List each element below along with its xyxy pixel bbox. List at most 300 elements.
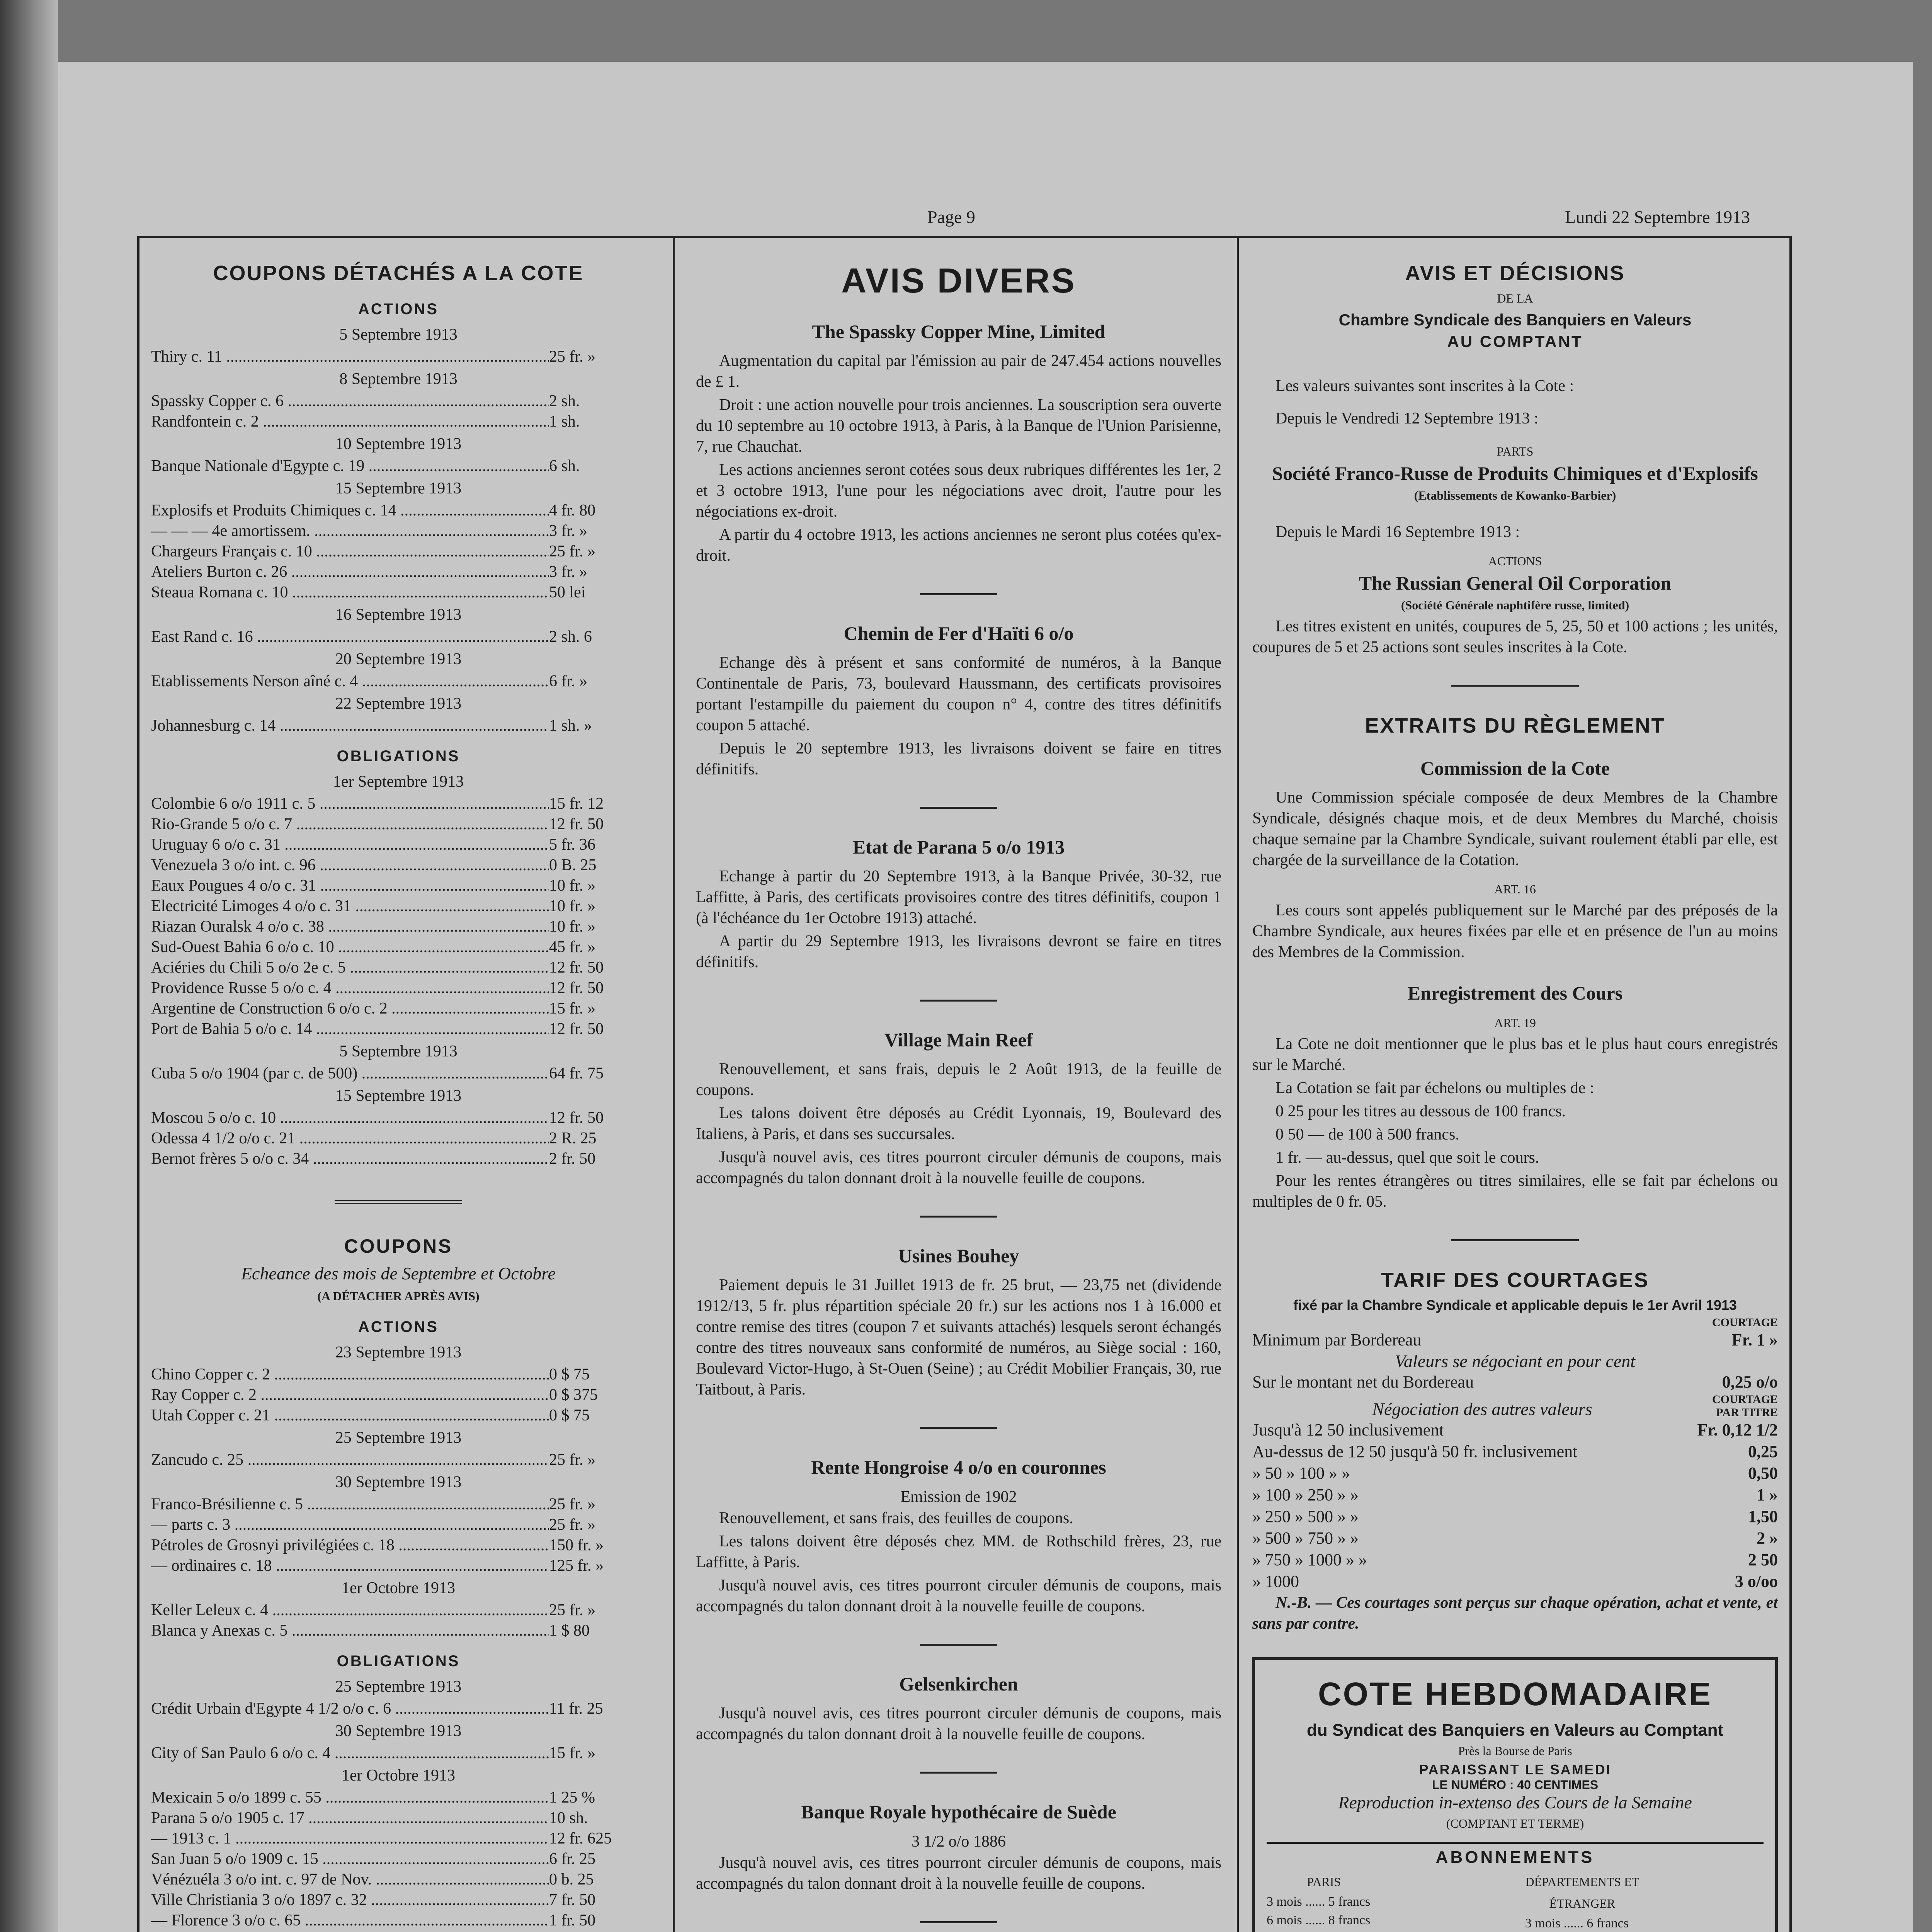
coupon-row bbox=[151, 627, 646, 647]
coupon-name: Chino Copper c. 2 ..... bbox=[151, 1364, 549, 1385]
russian-general-oil: The Russian General Oil Corporation bbox=[1359, 572, 1672, 594]
article-paragraph: Les actions anciennes seront cotées sous deux rubriques différentes les 1er, 2 et 3 octobre 1913, l'une pour les négociations avec droit, l'autre pour les négociations ex-droit. bbox=[696, 461, 1221, 520]
coupon-name: Ville Christiania 3 o/o 1897 c. 32 ..... bbox=[151, 1890, 549, 1910]
tarif-value: 0,25 o/o bbox=[1722, 1372, 1778, 1391]
coupon-row bbox=[151, 978, 646, 998]
tarif-value: Fr. 1 » bbox=[1731, 1330, 1778, 1349]
coupon-name: Thiry c. 11 ..... bbox=[151, 347, 549, 367]
coupon-row bbox=[151, 1743, 646, 1764]
coupon-row bbox=[151, 917, 646, 937]
article-paragraph: Paiement depuis le 31 Juillet 1913 de fr. 25 brut, — 23,75 net (dividende 1912/13, 5 fr. plus répartition spéciale 20 fr.) sur les actions nos 1 à 16.000 et contre remise des titres (coupon 7 et suivants attachés) lesquels seront échangés contre des titres nouveaux sans conformité de numéros, au Siège social : 160, Boulevard Victor-Hugo, à St-Ouen (Seine) ; au Crédit Mobilier Français, 30, rue Taitbout, à Paris. bbox=[696, 1276, 1221, 1398]
coupon-name: — 1913 c. 1 ..... bbox=[151, 1828, 549, 1849]
chambre-name: Chambre Syndicale des Banquiers en Valeurs bbox=[1338, 311, 1692, 329]
coupon-name: East Rand c. 16 ..... bbox=[151, 627, 549, 647]
date-heading: 5 Septembre 1913 bbox=[339, 1043, 457, 1060]
au-comptant: AU COMPTANT bbox=[1447, 332, 1583, 350]
box-line: LE NUMÉRO : 40 CENTIMES bbox=[1432, 1778, 1599, 1792]
article-subtitle: Emission de 1902 bbox=[900, 1488, 1017, 1506]
coupon-row bbox=[151, 937, 646, 957]
separator bbox=[920, 1000, 997, 1002]
coupon-name: Spassky Copper c. 6 ..... bbox=[151, 391, 549, 412]
tarif-value: 2 50 bbox=[1748, 1550, 1778, 1569]
coupon-name: Providence Russe 5 o/o c. 4 ..... bbox=[151, 978, 549, 998]
page-date: Lundi 22 Septembre 1913 bbox=[1565, 207, 1750, 227]
coupon-row bbox=[151, 896, 646, 917]
coupon-row bbox=[151, 1515, 646, 1535]
date-heading: 1er Septembre 1913 bbox=[333, 773, 464, 791]
tarif-value: 1,50 bbox=[1748, 1507, 1778, 1526]
tarif-row bbox=[1252, 1571, 1778, 1592]
coupon-amount: 15 fr. 12 bbox=[549, 795, 604, 813]
tarif-row bbox=[1252, 1371, 1778, 1393]
art-19-line: Pour les rentes étrangères ou titres similaires, elle se fait par échelons ou multiples de 0 fr. 05. bbox=[1252, 1172, 1778, 1211]
coupon-row bbox=[151, 1787, 646, 1808]
article-title: The Spassky Copper Mine, Limited bbox=[812, 321, 1105, 342]
date-heading: 5 Septembre 1913 bbox=[339, 326, 457, 344]
coupon-amount: 11 fr. 25 bbox=[549, 1700, 603, 1718]
abonnements-title: ABONNEMENTS bbox=[1435, 1848, 1595, 1867]
art-19-line: 0 50 — de 100 à 500 francs. bbox=[1276, 1126, 1459, 1143]
article-paragraph: Renouvellement, et sans frais, des feuilles de coupons. bbox=[719, 1509, 1073, 1527]
tarif-row bbox=[1252, 1484, 1778, 1506]
date-line: Depuis le Vendredi 12 Septembre 1913 : bbox=[1276, 410, 1539, 427]
coupon-amount: 2 fr. 50 bbox=[549, 1150, 596, 1168]
coupon-row bbox=[151, 794, 646, 814]
coupon-amount: 6 sh. bbox=[549, 457, 580, 475]
date-heading: 10 Septembre 1913 bbox=[335, 435, 462, 453]
coupons-heading: COUPONS bbox=[344, 1235, 453, 1257]
avis-decisions-column bbox=[1252, 238, 1778, 1932]
coupon-amount: 10 fr. » bbox=[549, 918, 596, 935]
coupon-name: Utah Copper c. 21 ..... bbox=[151, 1405, 549, 1426]
art-16: ART. 16 bbox=[1494, 882, 1536, 896]
art-16-text: Les cours sont appelés publiquement sur le Marché par des préposés de la Chambre Syndicale, aux heures fixées par elle et en présence de l'un au moins des Membres de la Commission. bbox=[1252, 901, 1778, 961]
coupon-name: Keller Leleux c. 4 ..... bbox=[151, 1600, 549, 1621]
coupon-name: Sud-Ouest Bahia 6 o/o c. 10 ..... bbox=[151, 937, 549, 957]
coupon-name: Bernot frères 5 o/o c. 34 ..... bbox=[151, 1149, 549, 1169]
article-paragraph: Augmentation du capital par l'émission au pair de 247.454 actions nouvelles de £ 1. bbox=[696, 352, 1221, 391]
box-line: (COMPTANT ET TERME) bbox=[1446, 1816, 1584, 1830]
coupon-row bbox=[151, 671, 646, 692]
coupon-amount: 1 sh. bbox=[549, 413, 580, 430]
coupon-name: Mexicain 5 o/o 1899 c. 55 ..... bbox=[151, 1787, 549, 1808]
valeurs-pour-cent: Valeurs se négociant en pour cent bbox=[1395, 1351, 1636, 1371]
separator bbox=[1451, 1239, 1579, 1241]
article-paragraph: Echange à partir du 20 Septembre 1913, à la Banque Privée, 30-32, rue Laffitte, à Paris, des certificats provisoires contre des titres définitifs, coupon 1 (à l'échéance du 1er Octobre 1913) attaché. bbox=[696, 867, 1221, 927]
coupon-name: — Florence 3 o/o c. 65 ..... bbox=[151, 1910, 549, 1931]
obligations-list bbox=[151, 1675, 646, 1932]
date-heading: 25 Septembre 1913 bbox=[335, 1429, 462, 1447]
article-title: Gelsenkirchen bbox=[899, 1673, 1018, 1695]
date-heading: 30 Septembre 1913 bbox=[335, 1473, 462, 1491]
coupon-name: Moscou 5 o/o c. 10 ..... bbox=[151, 1108, 549, 1128]
coupon-name: Odessa 4 1/2 o/o c. 21 ..... bbox=[151, 1128, 549, 1149]
coupon-row bbox=[151, 876, 646, 896]
abonnement-row bbox=[1267, 1930, 1381, 1932]
coupon-name: Banque Nationale d'Egypte c. 19 ..... bbox=[151, 456, 549, 476]
commission-text: Une Commission spéciale composée de deux Membres de la Chambre Syndicale, désignés chaque mois, et de deux Membres du Marché, choisis chaque semaine par la Chambre Syndicale, suivant roulement établi par elle, est chargée de la surveillance de la Cotation. bbox=[1252, 789, 1778, 869]
coupon-amount: 12 fr. 50 bbox=[549, 1020, 604, 1038]
coupon-row bbox=[151, 1128, 646, 1149]
coupons-title: COUPONS DÉTACHÉS A LA COTE bbox=[213, 262, 584, 285]
coupon-row bbox=[151, 500, 646, 521]
coupon-name: City of San Paulo 6 o/o c. 4 ..... bbox=[151, 1743, 549, 1764]
date-line: Depuis le Mardi 16 Septembre 1913 : bbox=[1276, 523, 1520, 541]
coupon-amount: 50 lei bbox=[549, 583, 586, 601]
coupon-name: Ateliers Burton c. 26 ..... bbox=[151, 562, 549, 582]
coupon-name: — parts c. 3 ..... bbox=[151, 1515, 549, 1535]
article-paragraph: Depuis le 20 septembre 1913, les livraisons doivent se faire en titres définitifs. bbox=[696, 740, 1221, 778]
date-heading: 25 Septembre 1913 bbox=[335, 1678, 462, 1696]
coupon-row bbox=[151, 1890, 646, 1910]
russian-sub: (Société Générale naphtifère russe, limited) bbox=[1401, 598, 1629, 612]
tarif-label: » 250 » 500 » » bbox=[1252, 1507, 1359, 1526]
coupon-amount: 6 fr. 25 bbox=[549, 1850, 596, 1868]
actions-heading: ACTIONS bbox=[358, 301, 439, 318]
abonnement-row: 3 mois ...... 6 francs bbox=[1525, 1916, 1629, 1930]
date-heading: 16 Septembre 1913 bbox=[335, 606, 462, 624]
article-paragraph: Les talons doivent être déposés au Crédit Lyonnais, 19, Boulevard des Italiens, à Paris, et dans ses succursales. bbox=[696, 1104, 1221, 1143]
coupon-amount: 10 fr. » bbox=[549, 897, 596, 915]
russian-text: Les titres existent en unités, coupures de 5, 25, 50 et 100 actions ; les unités, coupures de 5 et 25 actions sont seules inscrites à la Cote. bbox=[1252, 617, 1778, 656]
coupon-row bbox=[151, 957, 646, 978]
avis-decisions-title: AVIS ET DÉCISIONS bbox=[1405, 262, 1625, 285]
coupon-amount: 6 fr. » bbox=[549, 672, 588, 690]
tarif-value: 1 » bbox=[1757, 1485, 1778, 1504]
article-title: Etat de Parana 5 o/o 1913 bbox=[852, 836, 1065, 858]
article-title: Usines Bouhey bbox=[898, 1245, 1019, 1267]
tarif-label: » 50 » 100 » » bbox=[1252, 1464, 1350, 1483]
date-heading: 8 Septembre 1913 bbox=[339, 370, 457, 388]
coupon-row bbox=[151, 1828, 646, 1849]
coupon-row bbox=[151, 1450, 646, 1470]
coupon-amount: 15 fr. » bbox=[549, 1000, 596, 1017]
coupon-name: Vénézuéla 3 o/o int. c. 97 de Nov. ..... bbox=[151, 1869, 549, 1890]
coupon-row bbox=[151, 1621, 646, 1641]
article-title: Chemin de Fer d'Haïti 6 o/o bbox=[844, 622, 1074, 644]
separator bbox=[1451, 685, 1579, 687]
coupon-row bbox=[151, 1699, 646, 1719]
coupon-row bbox=[151, 1149, 646, 1169]
coupon-row bbox=[151, 855, 646, 876]
box-line: PARAISSANT LE SAMEDI bbox=[1419, 1762, 1611, 1777]
coupon-row bbox=[151, 716, 646, 736]
column-rule bbox=[673, 238, 675, 1932]
date-heading: 23 Septembre 1913 bbox=[335, 1344, 462, 1361]
tarif-rows bbox=[1252, 1419, 1778, 1592]
coupon-amount: 1 sh. » bbox=[549, 717, 592, 735]
page-frame bbox=[137, 236, 1792, 1932]
coupon-amount: 2 sh. bbox=[549, 392, 580, 410]
coupon-name: Aciéries du Chili 5 o/o 2e c. 5 ..... bbox=[151, 957, 549, 978]
extraits-title: EXTRAITS DU RÈGLEMENT bbox=[1365, 714, 1665, 737]
articles-list bbox=[696, 320, 1221, 1932]
coupon-amount: 25 fr. » bbox=[549, 348, 596, 366]
obligations-heading: OBLIGATIONS bbox=[337, 1653, 460, 1670]
coupon-name: Blanca y Anexas c. 5 ..... bbox=[151, 1621, 549, 1641]
tarif-sub: fixé par la Chambre Syndicale et applicable depuis le 1er Avril 1913 bbox=[1293, 1297, 1737, 1313]
box-title: COTE HEBDOMADAIRE bbox=[1318, 1676, 1712, 1712]
coupon-name: Cuba 5 o/o 1904 (par c. de 500) ..... bbox=[151, 1063, 549, 1084]
coupon-row bbox=[151, 1019, 646, 1039]
tarif-row bbox=[1252, 1527, 1778, 1549]
coupon-row bbox=[151, 412, 646, 432]
coupon-row bbox=[151, 1910, 646, 1931]
coupon-amount: 12 fr. 50 bbox=[549, 959, 604, 976]
article-subtitle: 3 1/2 o/o 1886 bbox=[912, 1833, 1006, 1850]
coupon-name: Franco-Brésilienne c. 5 ..... bbox=[151, 1494, 549, 1515]
nb-note: N.-B. — Ces courtages sont perçus sur chaque opération, achat et vente, et sans par contre. bbox=[1252, 1594, 1778, 1633]
tarif-label: Minimum par Bordereau bbox=[1252, 1330, 1422, 1349]
coupon-name: Riazan Ouralsk 4 o/o c. 38 ..... bbox=[151, 917, 549, 937]
coupon-amount: 25 fr. » bbox=[549, 1516, 596, 1534]
coupons-column bbox=[151, 238, 646, 1932]
tarif-label: » 1000 bbox=[1252, 1572, 1299, 1591]
coupon-row bbox=[151, 998, 646, 1019]
coupon-amount: 12 fr. 625 bbox=[549, 1830, 612, 1847]
coupon-amount: 12 fr. 50 bbox=[549, 979, 604, 997]
coupon-amount: 125 fr. » bbox=[549, 1557, 604, 1575]
coupon-name: Ray Copper c. 2 ..... bbox=[151, 1385, 549, 1405]
date-heading: 22 Septembre 1913 bbox=[335, 695, 462, 713]
tarif-label: » 500 » 750 » » bbox=[1252, 1529, 1359, 1548]
article-paragraph: A partir du 4 octobre 1913, les actions anciennes ne seront plus cotées qu'ex-droit. bbox=[696, 526, 1221, 565]
article-paragraph: Echange dès à présent et sans conformité de numéros, à la Banque Continentale de Paris, 73, boulevard Haussmann, des certificats provisoires portant l'estampille du paiement du coupon n° 4, contre des titres définitifs coupon 5 attaché. bbox=[696, 654, 1221, 734]
paris-label: PARIS bbox=[1307, 1875, 1341, 1889]
coupon-amount: 45 fr. » bbox=[549, 938, 596, 956]
actions-heading: ACTIONS bbox=[358, 1318, 439, 1335]
coupon-amount: 1 25 % bbox=[549, 1789, 595, 1806]
coupon-row bbox=[151, 582, 646, 603]
coupon-name: Explosifs et Produits Chimiques c. 14 ..... bbox=[151, 500, 549, 521]
date-heading: 15 Septembre 1913 bbox=[335, 480, 462, 497]
coupon-amount: 10 sh. bbox=[549, 1809, 588, 1827]
date-heading: 20 Septembre 1913 bbox=[335, 650, 462, 668]
coupon-amount: 150 fr. » bbox=[549, 1536, 604, 1554]
art-19-text bbox=[1252, 1034, 1778, 1212]
coupon-name: Eaux Pougues 4 o/o c. 31 ..... bbox=[151, 876, 549, 896]
tarif-rows bbox=[1252, 1371, 1778, 1393]
coupon-row bbox=[151, 1556, 646, 1576]
tarif-label: » 750 » 1000 » » bbox=[1252, 1550, 1367, 1569]
tarif-value: 0,50 bbox=[1748, 1464, 1778, 1483]
article-paragraph: Jusqu'à nouvel avis, ces titres pourront circuler démunis de coupons, mais accompagnés du talon donnant droit à la nouvelle feuille de coupons. bbox=[696, 1148, 1221, 1187]
coupon-amount: 4 fr. 80 bbox=[549, 502, 596, 519]
tarif-label: Sur le montant net du Bordereau bbox=[1252, 1372, 1474, 1391]
tarif-title: TARIF DES COURTAGES bbox=[1381, 1269, 1649, 1292]
abonnement-row: 3 mois ...... 5 francs bbox=[1267, 1895, 1371, 1909]
avis-divers-column bbox=[696, 238, 1221, 1932]
coupon-amount: 0 $ 75 bbox=[549, 1366, 590, 1383]
tarif-row bbox=[1252, 1549, 1778, 1571]
coupon-name: — ordinaires c. 18 ..... bbox=[151, 1556, 549, 1576]
coupon-name: Randfontein c. 2 ..... bbox=[151, 412, 549, 432]
article-title: Banque Royale hypothécaire de Suède bbox=[801, 1801, 1116, 1823]
art-19-line: La Cote ne doit mentionner que le plus bas et le plus haut cours enregistrés sur le Marché. bbox=[1252, 1035, 1778, 1074]
tarif-label: Au-dessus de 12 50 jusqu'à 50 fr. inclusivement bbox=[1252, 1442, 1578, 1461]
separator bbox=[920, 1427, 997, 1429]
tarif-row bbox=[1252, 1329, 1778, 1351]
tarif-value: 2 » bbox=[1757, 1529, 1778, 1548]
tarif-row bbox=[1252, 1419, 1778, 1441]
coupon-amount: 64 fr. 75 bbox=[549, 1065, 604, 1082]
coupon-amount: 0 B. 25 bbox=[549, 856, 597, 874]
separator bbox=[920, 1216, 997, 1218]
coupon-row bbox=[151, 1535, 646, 1556]
societe-franco-russe: Société Franco-Russe de Produits Chimiques et d'Explosifs bbox=[1272, 463, 1758, 484]
page-number: Page 9 bbox=[927, 207, 975, 227]
coupon-row bbox=[151, 1869, 646, 1890]
coupon-row bbox=[151, 456, 646, 476]
art-19: ART. 19 bbox=[1494, 1016, 1536, 1030]
coupon-row bbox=[151, 1494, 646, 1515]
coupon-row bbox=[151, 1405, 646, 1426]
art-19-line: 1 fr. — au-dessus, quel que soit le cours. bbox=[1276, 1149, 1539, 1167]
art-19-line: La Cotation se fait par échelons ou multiples de : bbox=[1276, 1079, 1594, 1097]
coupon-amount: 2 R. 25 bbox=[549, 1129, 597, 1147]
separator bbox=[920, 1772, 997, 1774]
tarif-row bbox=[1252, 1463, 1778, 1484]
coupon-amount: 10 fr. » bbox=[549, 877, 596, 895]
coupon-name: Argentine de Construction 6 o/o c. 2 ..... bbox=[151, 998, 549, 1019]
coupon-amount: 3 fr. » bbox=[549, 563, 588, 581]
coupon-amount: 25 fr. » bbox=[549, 1601, 596, 1619]
coupon-row bbox=[151, 347, 646, 367]
date-heading: 1er Octobre 1913 bbox=[342, 1767, 455, 1784]
cote-hebdomadaire-box bbox=[1252, 1657, 1778, 1932]
societe-sub: (Etablissements de Kowanko-Barbier) bbox=[1414, 488, 1616, 502]
article-paragraph: Jusqu'à nouvel avis, ces titres pourront circuler démunis de coupons, mais accompagnés du talon donnant droit à la nouvelle feuille de coupons. bbox=[696, 1704, 1221, 1743]
coupon-row bbox=[151, 1849, 646, 1869]
coupon-row bbox=[151, 835, 646, 855]
coupon-name: Steaua Romana c. 10 ..... bbox=[151, 582, 549, 603]
coupon-name: Chargeurs Français c. 10 ..... bbox=[151, 541, 549, 562]
coupon-name: Venezuela 3 o/o int. c. 96 ..... bbox=[151, 855, 549, 876]
separator bbox=[920, 593, 997, 595]
actions-list bbox=[151, 323, 646, 736]
art-19-line: 0 25 pour les titres au dessous de 100 francs. bbox=[1276, 1102, 1566, 1120]
coupons-subtitle: Echeance des mois de Septembre et Octobre bbox=[241, 1264, 556, 1283]
abonnement-row: 6 mois ...... 8 francs bbox=[1267, 1913, 1371, 1927]
separator bbox=[920, 1921, 997, 1923]
intro-text: Les valeurs suivantes sont inscrites à la Cote : bbox=[1276, 377, 1574, 395]
coupon-row bbox=[151, 541, 646, 562]
tarif-rows bbox=[1252, 1329, 1778, 1351]
tarif-row bbox=[1252, 1441, 1778, 1463]
coupon-amount: 12 fr. 50 bbox=[549, 1109, 604, 1127]
coupon-amount: 0 $ 375 bbox=[549, 1386, 598, 1404]
coupon-amount: 1 fr. 50 bbox=[549, 1912, 596, 1929]
separator bbox=[920, 807, 997, 809]
coupon-row bbox=[151, 1108, 646, 1128]
coupon-row bbox=[151, 1808, 646, 1828]
coupon-row bbox=[151, 1063, 646, 1084]
coupon-row bbox=[151, 521, 646, 541]
coupon-amount: 3 fr. » bbox=[549, 522, 588, 540]
avis-divers-title: AVIS DIVERS bbox=[841, 262, 1076, 300]
enregistrement-title: Enregistrement des Cours bbox=[1407, 982, 1623, 1004]
column-rule bbox=[1237, 238, 1239, 1932]
article-paragraph: Renouvellement, et sans frais, depuis le 2 Août 1913, de la feuille de coupons. bbox=[696, 1060, 1221, 1099]
coupon-name: Zancudo c. 25 ..... bbox=[151, 1450, 549, 1470]
article-title: Village Main Reef bbox=[884, 1029, 1033, 1051]
coupon-amount: 12 fr. 50 bbox=[549, 815, 604, 833]
coupon-name: Parana 5 o/o 1905 c. 17 ..... bbox=[151, 1808, 549, 1828]
actions-list bbox=[151, 1340, 646, 1641]
coupon-name: Colombie 6 o/o 1911 c. 5 ..... bbox=[151, 794, 549, 814]
tarif-value: 3 o/oo bbox=[1735, 1572, 1778, 1591]
coupon-amount: 25 fr. » bbox=[549, 1451, 596, 1469]
coupon-amount: 7 fr. 50 bbox=[549, 1891, 596, 1909]
article-title: Rente Hongroise 4 o/o en couronnes bbox=[811, 1456, 1106, 1478]
coupon-amount: 5 fr. 36 bbox=[549, 836, 596, 854]
coupon-name: Johannesburg c. 14 ..... bbox=[151, 716, 549, 736]
coupon-name: Uruguay 6 o/o c. 31 ..... bbox=[151, 835, 549, 855]
tarif-label: » 100 » 250 » » bbox=[1252, 1485, 1359, 1504]
coupon-amount: 15 fr. » bbox=[549, 1744, 596, 1762]
coupon-row bbox=[151, 1600, 646, 1621]
etranger-label: DÉPARTEMENTS ET ÉTRANGER bbox=[1525, 1875, 1639, 1910]
autres-valeurs: Négociation des autres valeurs bbox=[1372, 1399, 1592, 1419]
courtage-label: COURTAGE bbox=[1712, 1316, 1778, 1329]
tarif-value: Fr. 0,12 1/2 bbox=[1697, 1420, 1778, 1439]
coupon-row bbox=[151, 391, 646, 412]
coupon-amount: 25 fr. » bbox=[549, 543, 596, 560]
coupon-amount: 0 $ 75 bbox=[549, 1406, 590, 1424]
coupon-name: — — — 4e amortissem. ..... bbox=[151, 521, 549, 541]
coupon-row bbox=[151, 562, 646, 582]
coupon-name: Rio-Grande 5 o/o c. 7 ..... bbox=[151, 814, 549, 835]
tarif-row bbox=[1252, 1506, 1778, 1527]
de-la: DE LA bbox=[1497, 291, 1533, 305]
coupon-name: Crédit Urbain d'Egypte 4 1/2 o/o c. 6 ..... bbox=[151, 1699, 549, 1719]
separator bbox=[335, 1200, 462, 1204]
coupon-amount: 0 b. 25 bbox=[549, 1871, 594, 1888]
coupons-note: (A DÉTACHER APRÈS AVIS) bbox=[317, 1289, 480, 1303]
coupon-amount: 2 sh. 6 bbox=[549, 628, 592, 646]
coupon-row bbox=[151, 1385, 646, 1405]
actions-label: ACTIONS bbox=[1488, 554, 1542, 568]
article-paragraph: Jusqu'à nouvel avis, ces titres pourront circuler démunis de coupons, mais accompagnés du talon donnant droit à la nouvelle feuille de coupons. bbox=[696, 1577, 1221, 1615]
article-paragraph: Les talons doivent être déposés chez MM. de Rothschild frères, 23, rue Laffitte, à Paris. bbox=[696, 1532, 1221, 1571]
box-line: Près la Bourse de Paris bbox=[1458, 1744, 1572, 1758]
coupon-name: Pétroles de Grosnyi privilégiées c. 18 ..... bbox=[151, 1535, 549, 1556]
coupon-row bbox=[151, 814, 646, 835]
obligations-heading: OBLIGATIONS bbox=[337, 748, 460, 765]
coupon-amount: 1 $ 80 bbox=[549, 1622, 590, 1639]
date-heading: 1er Octobre 1913 bbox=[342, 1579, 455, 1597]
box-line: Reproduction in-extenso des Cours de la Semaine bbox=[1338, 1793, 1692, 1812]
commission-title: Commission de la Cote bbox=[1420, 757, 1610, 779]
coupon-row bbox=[151, 1364, 646, 1385]
parts-label: PARTS bbox=[1497, 444, 1534, 458]
book-spine bbox=[0, 0, 58, 1932]
article-paragraph: Jusqu'à nouvel avis, ces titres pourront circuler démunis de coupons, mais accompagnés du talon donnant droit à la nouvelle feuille de coupons. bbox=[696, 1854, 1221, 1893]
coupon-amount: 25 fr. » bbox=[549, 1495, 596, 1513]
abonnements-table bbox=[1267, 1871, 1764, 1932]
box-line: du Syndicat des Banquiers en Valeurs au Comptant bbox=[1306, 1721, 1724, 1740]
date-heading: 15 Septembre 1913 bbox=[335, 1087, 462, 1105]
article-paragraph: A partir du 29 Septembre 1913, les livraisons devront se faire en titres définitifs. bbox=[696, 932, 1221, 971]
tarif-label: Jusqu'à 12 50 inclusivement bbox=[1252, 1420, 1444, 1439]
coupon-name: Etablissements Nerson aîné c. 4 ..... bbox=[151, 671, 549, 692]
coupon-name: Electricité Limoges 4 o/o c. 31 ..... bbox=[151, 896, 549, 917]
separator bbox=[920, 1644, 997, 1646]
article-paragraph: Droit : une action nouvelle pour trois anciennes. La souscription sera ouverte du 10 septembre au 10 octobre 1913, à Paris, à la Banque de l'Union Parisienne, 7, rue Chauchat. bbox=[696, 396, 1221, 456]
coupon-name: Port de Bahia 5 o/o c. 14 ..... bbox=[151, 1019, 549, 1039]
date-heading: 30 Septembre 1913 bbox=[335, 1722, 462, 1740]
obligations-list bbox=[151, 770, 646, 1169]
